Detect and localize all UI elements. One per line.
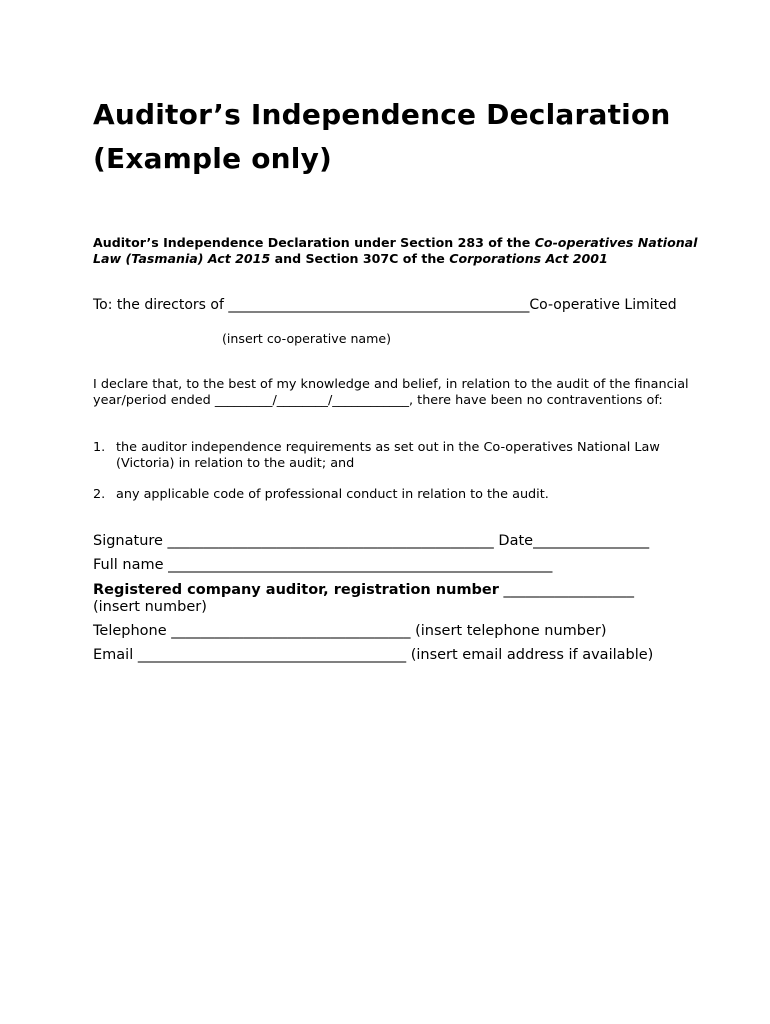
page-title (93, 93, 733, 181)
list-item-number: 2. (93, 487, 106, 502)
title-line-1: Auditor’s Independence Declaration (93, 98, 671, 131)
telephone-line: Telephone _________________________________ (insert telephone number) (93, 623, 607, 639)
registration-note: (insert number) (93, 599, 207, 615)
to-directors-line: To: the directors of ___________________________________________Co-operative Limited (93, 297, 677, 313)
registration-blank: __________________ (498, 582, 635, 598)
full-name-line: Full name _____________________________________________________ (93, 557, 553, 573)
list-item-number: 1. (93, 440, 106, 455)
list-item (93, 487, 703, 503)
declaration-subheading (93, 235, 713, 266)
email-line: Email _____________________________________ (insert email address if available) (93, 647, 654, 663)
subheading-act-1: Co-operatives National Law (Tasmania) Act 2015 (93, 235, 698, 266)
list-item (93, 440, 703, 472)
list-item-text: the auditor independence requirements as set out in the Co-operatives National Law (Victoria) in relation to the audit; and (116, 440, 660, 471)
registration-label: Registered company auditor, registration number (93, 582, 499, 598)
declaration-paragraph: I declare that, to the best of my knowledge and belief, in relation to the audit of the financial year/period ended _________/________/____________, there have been no contraventions of: (93, 377, 689, 408)
subheading-act-2: Corporations Act 2001 (449, 250, 608, 266)
list-item-text: any applicable code of professional conduct in relation to the audit. (116, 487, 549, 502)
signature-date-line: Signature _____________________________________________ Date________________ (93, 533, 650, 549)
title-line-2: (Example only) (93, 142, 333, 175)
subheading-text-1: Auditor’s Independence Declaration under Section 283 of the (93, 235, 535, 250)
co-operative-name-note: (insert co-operative name) (222, 331, 392, 346)
subheading-text-2: and Section 307C of the (270, 250, 450, 266)
registration-line (93, 582, 634, 599)
